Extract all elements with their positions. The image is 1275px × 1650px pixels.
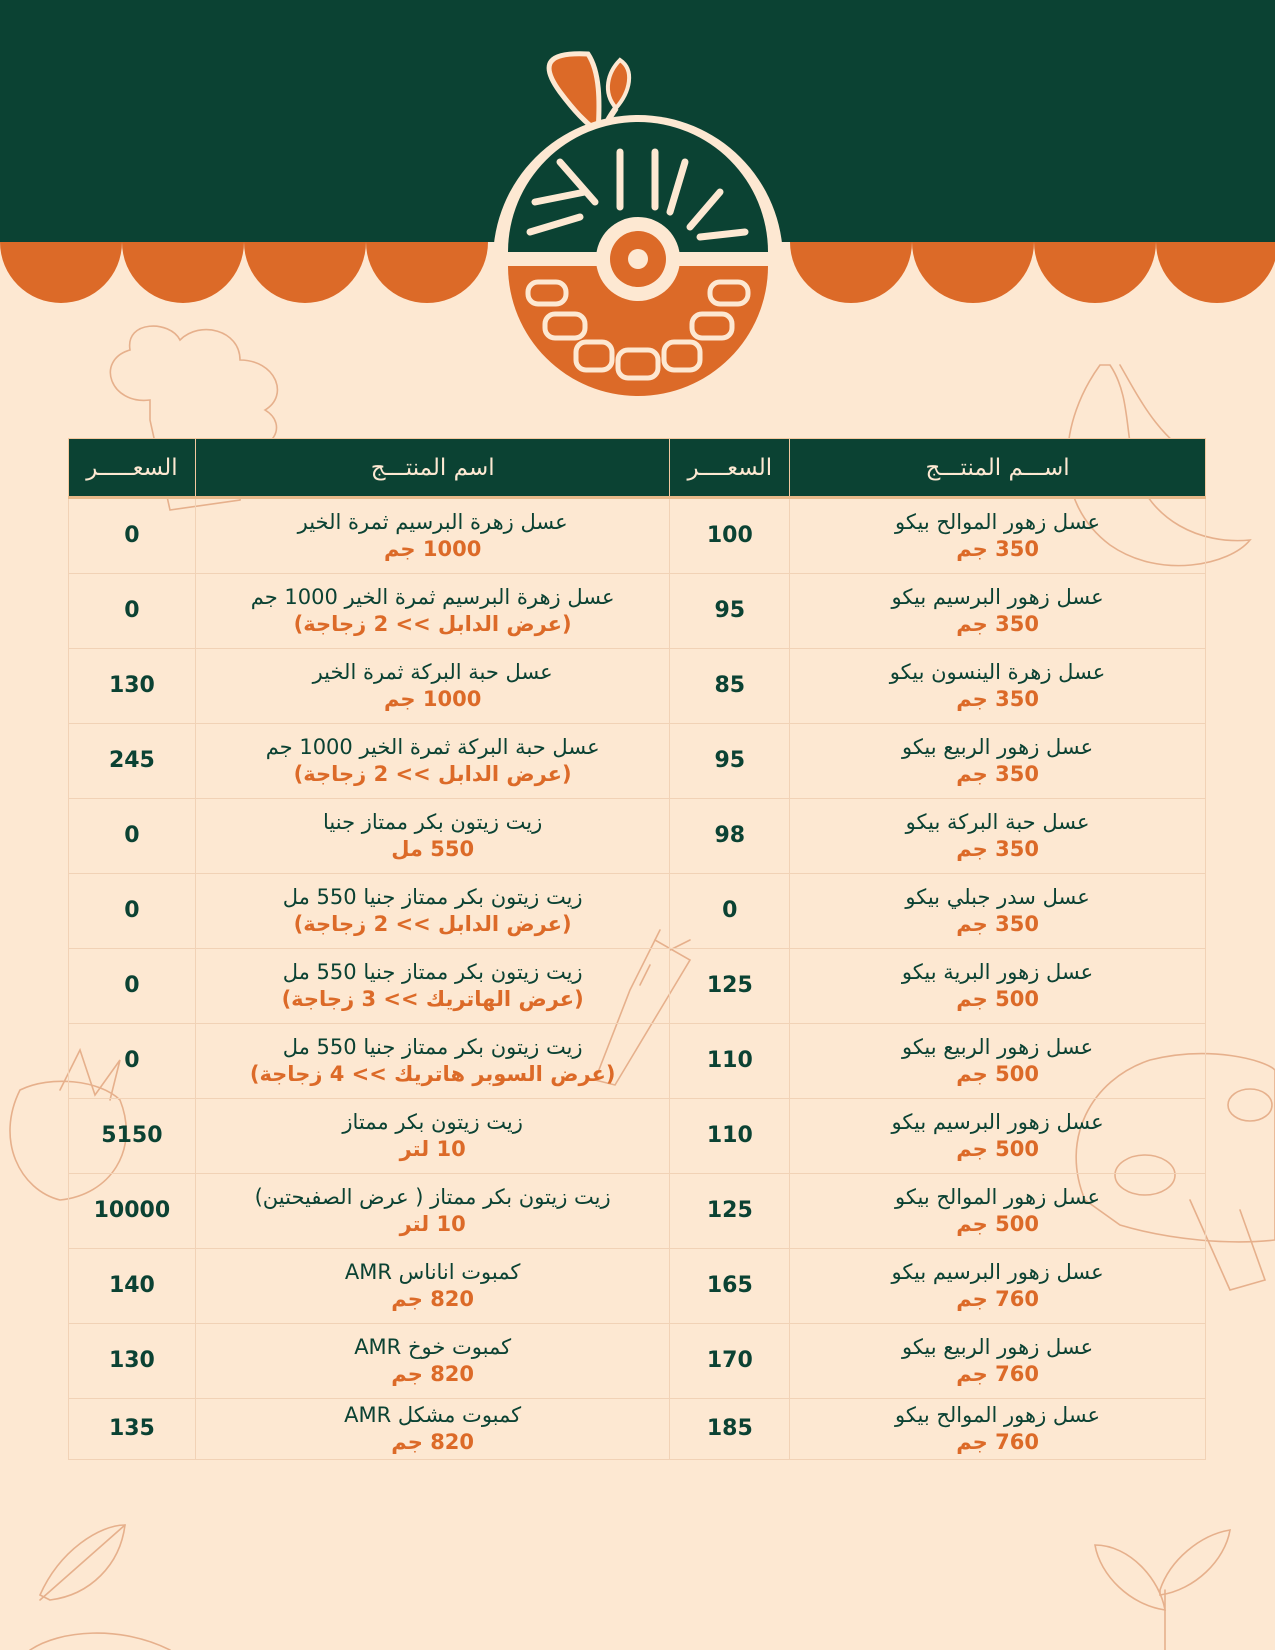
product-name: عسل حبة البركة ثمرة الخير [312,659,553,684]
product-cell [195,1174,670,1249]
product-price: 0 [69,1024,196,1099]
product-cell [195,874,670,949]
product-name: عسل زهرة الينسون بيكو [889,659,1106,684]
product-size: 500 جم [956,1137,1039,1161]
product-name: كمبوت اناناس AMR [344,1259,521,1284]
product-cell [790,1174,1206,1249]
product-name: زيت زيتون بكر ممتاز جنيا 550 مل [282,884,583,909]
product-price: 0 [69,498,196,574]
product-cell [790,724,1206,799]
product-price: 5150 [69,1099,196,1174]
table-row [69,799,1206,874]
product-price: 125 [670,1174,790,1249]
product-cell [790,874,1206,949]
product-cell [790,649,1206,724]
product-cell [790,1324,1206,1399]
leaf-doodle [40,1525,125,1600]
product-price: 0 [69,574,196,649]
product-name: عسل زهور البرية بيكو [901,959,1094,984]
product-name: زيت زيتون بكر ممتاز جنيا 550 مل [282,1034,583,1059]
product-cell [195,799,670,874]
product-price: 170 [670,1324,790,1399]
product-cell [195,498,670,574]
product-size: (عرض الدابل >> 2 زجاجة) [293,762,572,786]
product-price: 165 [670,1249,790,1324]
product-size: 350 جم [956,762,1039,786]
product-size: 10 لتر [399,1137,466,1161]
table-row [69,724,1206,799]
product-cell [790,498,1206,574]
product-size: 760 جم [956,1430,1039,1454]
product-name: كمبوت مشكل AMR [344,1402,522,1427]
table-row [69,1024,1206,1099]
product-size: 820 جم [391,1287,475,1311]
product-cell [195,1399,670,1460]
header-product-name: اسم المنتـــج [195,439,670,498]
product-size: 350 جم [956,537,1039,561]
product-size: 1000 جم [383,687,482,711]
product-cell [195,1024,670,1099]
product-name: عسل زهور البرسيم بيكو [891,1259,1104,1284]
product-size: 10 لتر [399,1212,466,1236]
table-row [69,1174,1206,1249]
product-size: 500 جم [956,1212,1039,1236]
product-cell [195,1099,670,1174]
product-size: 350 جم [956,912,1039,936]
product-name: عسل زهور الربيع بيكو [901,734,1094,759]
product-name: عسل سدر جبلي بيكو [905,884,1090,909]
product-name: زيت زيتون بكر ممتاز ( عرض الصفيحتين) [254,1184,611,1209]
product-cell [790,949,1206,1024]
product-name: عسل زهور البرسيم بيكو [891,1109,1104,1134]
product-cell [195,1324,670,1399]
product-size: 350 جم [956,612,1039,636]
header-product-name: اســـم المنتـــج [790,439,1206,498]
product-price: 0 [69,949,196,1024]
product-price: 110 [670,1099,790,1174]
product-name: عسل حبة البركة ثمرة الخير 1000 جم [265,734,600,759]
product-name: عسل زهور الموالح بيكو [895,509,1101,534]
product-price: 85 [670,649,790,724]
product-size: 820 جم [391,1362,475,1386]
product-cell [195,574,670,649]
product-cell [195,724,670,799]
product-price: 125 [670,949,790,1024]
product-price: 0 [69,799,196,874]
product-cell [195,1249,670,1324]
table-row [69,574,1206,649]
product-name: عسل زهور البرسيم بيكو [891,584,1104,609]
header-price: السعــــر [670,439,790,498]
product-name: عسل زهور الموالح بيكو [895,1402,1101,1427]
leaf-doodle-right [1160,1530,1230,1595]
product-size: 820 جم [391,1430,475,1454]
product-size: 350 جم [956,687,1039,711]
product-name: عسل زهور الموالح بيكو [895,1184,1101,1209]
product-cell [790,1399,1206,1460]
product-size: 500 جم [956,1062,1039,1086]
product-size: (عرض الدابل >> 2 زجاجة) [293,612,572,636]
product-name: عسل زهور الربيع بيكو [901,1334,1094,1359]
table-row [69,1399,1206,1460]
table-row [69,649,1206,724]
table-row [69,949,1206,1024]
product-size: 500 جم [956,987,1039,1011]
table-row [69,874,1206,949]
price-table [68,438,1206,1460]
product-price: 98 [670,799,790,874]
brand-logo [490,42,785,408]
product-price: 0 [670,874,790,949]
product-size: (عرض الدابل >> 2 زجاجة) [293,912,572,936]
product-cell [195,649,670,724]
product-cell [790,1024,1206,1099]
product-cell [790,574,1206,649]
product-size: 350 جم [956,837,1039,861]
product-price: 100 [670,498,790,574]
product-price: 95 [670,574,790,649]
product-price: 95 [670,724,790,799]
table-header-row [69,439,1206,498]
product-name: عسل زهور الربيع بيكو [901,1034,1094,1059]
header-price: السعـــــر [69,439,196,498]
table-row [69,1249,1206,1324]
product-name: عسل زهرة البرسيم ثمرة الخير [297,509,568,534]
product-price: 110 [670,1024,790,1099]
product-price: 130 [69,1324,196,1399]
product-name: عسل حبة البركة بيكو [905,809,1090,834]
product-size: 550 مل [391,837,475,861]
product-price: 130 [69,649,196,724]
table-row [69,1324,1206,1399]
product-size: 1000 جم [383,537,482,561]
product-size: (عرض السوبر هاتريك >> 4 زجاجة) [249,1062,616,1086]
product-name: عسل زهرة البرسيم ثمرة الخير 1000 جم [250,584,615,609]
product-name: زيت زيتون بكر ممتاز جنيا 550 مل [282,959,583,984]
table-row [69,498,1206,574]
product-price: 10000 [69,1174,196,1249]
product-price: 140 [69,1249,196,1324]
product-cell [790,799,1206,874]
product-cell [195,949,670,1024]
table-row [69,1099,1206,1174]
product-size: 760 جم [956,1287,1039,1311]
product-price: 185 [670,1399,790,1460]
product-size: 760 جم [956,1362,1039,1386]
product-name: كمبوت خوخ AMR [354,1334,512,1359]
product-name: زيت زيتون بكر ممتاز [342,1109,523,1134]
product-price: 135 [69,1399,196,1460]
product-cell [790,1249,1206,1324]
product-cell [790,1099,1206,1174]
product-size: (عرض الهاتريك >> 3 زجاجة) [281,987,584,1011]
product-price: 245 [69,724,196,799]
product-price: 0 [69,874,196,949]
product-name: زيت زيتون بكر ممتاز جنيا [323,809,543,834]
